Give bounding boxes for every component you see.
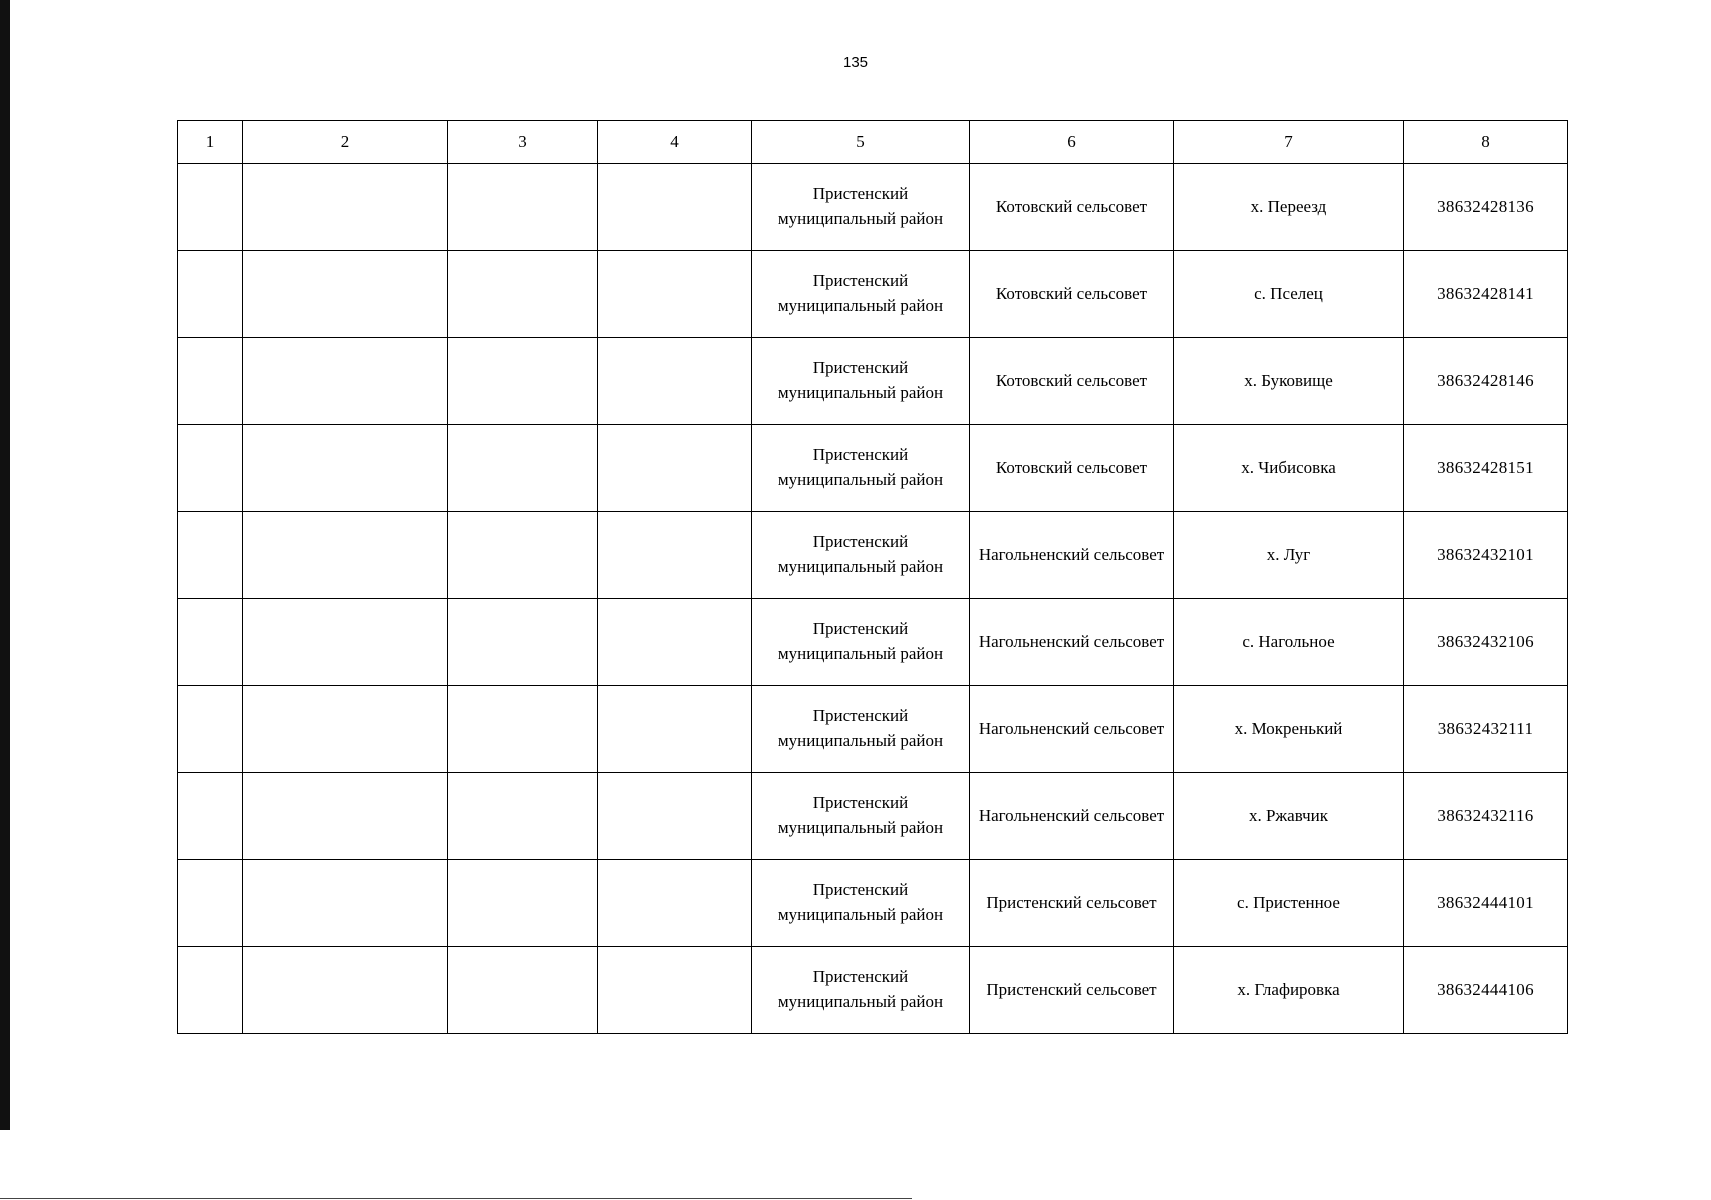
table-row (178, 425, 1568, 512)
settlements-table (177, 120, 1568, 1034)
col3-cell (448, 164, 598, 251)
col3-cell (448, 512, 598, 599)
col4-cell (598, 425, 752, 512)
district-cell: Пристенский муниципальный район (752, 512, 970, 599)
col4-cell (598, 860, 752, 947)
district-cell: Пристенский муниципальный район (752, 599, 970, 686)
council-cell: Пристенский сельсовет (970, 860, 1174, 947)
col3-cell (448, 947, 598, 1034)
table-row (178, 164, 1568, 251)
district-cell: Пристенский муниципальный район (752, 860, 970, 947)
council-cell: Котовский сельсовет (970, 425, 1174, 512)
settlement-cell: с. Пселец (1174, 251, 1404, 338)
table-row (178, 773, 1568, 860)
code-cell: 38632432101 (1404, 512, 1568, 599)
settlement-cell: х. Луг (1174, 512, 1404, 599)
settlement-cell: х. Переезд (1174, 164, 1404, 251)
column-header: 8 (1404, 121, 1568, 164)
col2-cell (243, 164, 448, 251)
col3-cell (448, 773, 598, 860)
council-cell: Нагольненский сельсовет (970, 599, 1174, 686)
settlement-cell: х. Глафировка (1174, 947, 1404, 1034)
bottom-scan-line (0, 1198, 912, 1199)
settlement-cell: с. Нагольное (1174, 599, 1404, 686)
col2-cell (243, 425, 448, 512)
code-cell: 38632444101 (1404, 860, 1568, 947)
code-cell: 38632432111 (1404, 686, 1568, 773)
col2-cell (243, 773, 448, 860)
column-header: 2 (243, 121, 448, 164)
code-cell: 38632432106 (1404, 599, 1568, 686)
code-cell: 38632428151 (1404, 425, 1568, 512)
table-row (178, 599, 1568, 686)
col4-cell (598, 338, 752, 425)
col4-cell (598, 251, 752, 338)
table-row (178, 251, 1568, 338)
table-row (178, 947, 1568, 1034)
col1-cell (178, 947, 243, 1034)
col1-cell (178, 686, 243, 773)
col1-cell (178, 860, 243, 947)
column-header: 6 (970, 121, 1174, 164)
col4-cell (598, 164, 752, 251)
council-cell: Котовский сельсовет (970, 338, 1174, 425)
col1-cell (178, 251, 243, 338)
settlement-cell: х. Буковище (1174, 338, 1404, 425)
col1-cell (178, 773, 243, 860)
settlement-cell: х. Чибисовка (1174, 425, 1404, 512)
council-cell: Котовский сельсовет (970, 251, 1174, 338)
district-cell: Пристенский муниципальный район (752, 947, 970, 1034)
district-cell: Пристенский муниципальный район (752, 338, 970, 425)
column-header: 1 (178, 121, 243, 164)
col2-cell (243, 599, 448, 686)
col2-cell (243, 686, 448, 773)
col1-cell (178, 338, 243, 425)
col3-cell (448, 599, 598, 686)
column-header: 5 (752, 121, 970, 164)
column-header: 4 (598, 121, 752, 164)
col4-cell (598, 599, 752, 686)
col4-cell (598, 773, 752, 860)
col4-cell (598, 512, 752, 599)
table-row (178, 338, 1568, 425)
district-cell: Пристенский муниципальный район (752, 773, 970, 860)
page-number: 135 (842, 54, 869, 71)
council-cell: Котовский сельсовет (970, 164, 1174, 251)
council-cell: Нагольненский сельсовет (970, 512, 1174, 599)
col2-cell (243, 251, 448, 338)
district-cell: Пристенский муниципальный район (752, 164, 970, 251)
settlement-cell: х. Ржавчик (1174, 773, 1404, 860)
col3-cell (448, 425, 598, 512)
col3-cell (448, 338, 598, 425)
col1-cell (178, 512, 243, 599)
settlement-cell: с. Пристенное (1174, 860, 1404, 947)
col2-cell (243, 512, 448, 599)
column-header: 3 (448, 121, 598, 164)
district-cell: Пристенский муниципальный район (752, 686, 970, 773)
left-margin-rule (0, 0, 10, 1130)
col4-cell (598, 947, 752, 1034)
column-header: 7 (1174, 121, 1404, 164)
col3-cell (448, 686, 598, 773)
table-row (178, 512, 1568, 599)
settlement-cell: х. Мокренький (1174, 686, 1404, 773)
table-header-row (178, 121, 1568, 164)
table-row (178, 686, 1568, 773)
code-cell: 38632444106 (1404, 947, 1568, 1034)
council-cell: Пристенский сельсовет (970, 947, 1174, 1034)
table-row (178, 860, 1568, 947)
council-cell: Нагольненский сельсовет (970, 773, 1174, 860)
code-cell: 38632428141 (1404, 251, 1568, 338)
council-cell: Нагольненский сельсовет (970, 686, 1174, 773)
col2-cell (243, 947, 448, 1034)
code-cell: 38632428146 (1404, 338, 1568, 425)
col3-cell (448, 860, 598, 947)
col1-cell (178, 425, 243, 512)
col2-cell (243, 338, 448, 425)
district-cell: Пристенский муниципальный район (752, 251, 970, 338)
code-cell: 38632428136 (1404, 164, 1568, 251)
district-cell: Пристенский муниципальный район (752, 425, 970, 512)
col4-cell (598, 686, 752, 773)
col1-cell (178, 164, 243, 251)
col3-cell (448, 251, 598, 338)
code-cell: 38632432116 (1404, 773, 1568, 860)
col2-cell (243, 860, 448, 947)
col1-cell (178, 599, 243, 686)
